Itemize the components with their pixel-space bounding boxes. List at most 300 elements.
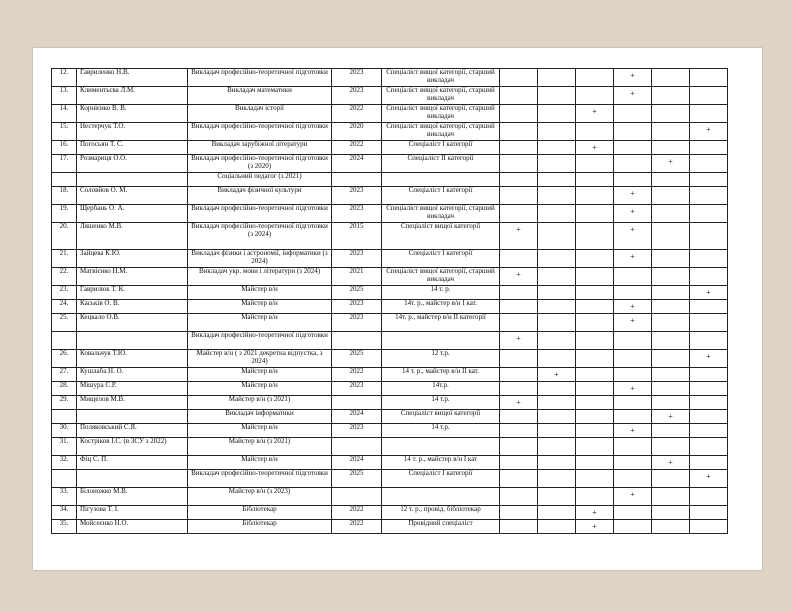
certification-year: 2024 (332, 456, 382, 470)
table-row (52, 314, 728, 332)
category: 14 т. р., майстер в/н ІІ кат. (382, 368, 500, 382)
position: Майстер в/н (з 2021) (188, 438, 332, 456)
mark-cell (690, 506, 728, 520)
mark-cell (500, 268, 538, 286)
certification-year: 2024 (332, 155, 382, 173)
mark-cell (576, 438, 614, 456)
table-row (52, 141, 728, 155)
category: Спеціаліст вищої категорії (382, 410, 500, 424)
staff-name: Ковальчук Т.Ю. (77, 350, 188, 368)
staff-name: Гаврилюк Т. К. (77, 286, 188, 300)
row-number: 29. (52, 396, 77, 410)
row-number: 34. (52, 506, 77, 520)
mark: + (706, 352, 711, 361)
certification-year: 2023 (332, 187, 382, 205)
staff-name: Пігузова Т. І. (77, 506, 188, 520)
mark-cell (614, 286, 652, 300)
mark-cell (576, 332, 614, 350)
mark-cell (614, 205, 652, 223)
mark: + (630, 426, 635, 435)
mark-cell (500, 350, 538, 368)
mark-cell (576, 155, 614, 173)
mark-cell (652, 520, 690, 534)
mark-cell (614, 250, 652, 268)
mark-cell (652, 382, 690, 396)
staff-name (77, 173, 188, 187)
position: Викладач історії (188, 105, 332, 123)
mark-cell (576, 368, 614, 382)
staff-name: Зайцева К.Ю. (77, 250, 188, 268)
mark-cell (538, 382, 576, 396)
row-number: 28. (52, 382, 77, 396)
mark: + (516, 270, 521, 279)
mark: + (516, 334, 521, 343)
mark-cell (614, 410, 652, 424)
row-number: 25. (52, 314, 77, 332)
mark-cell (538, 105, 576, 123)
certification-year: 2025 (332, 470, 382, 488)
mark-cell (538, 123, 576, 141)
mark-cell (690, 123, 728, 141)
mark-cell (614, 506, 652, 520)
category: 14 т.р. (382, 396, 500, 410)
position: Викладач математики (188, 87, 332, 105)
table-row (52, 286, 728, 300)
row-number: 30. (52, 424, 77, 438)
mark-cell (690, 520, 728, 534)
mark-cell (538, 520, 576, 534)
mark: + (630, 490, 635, 499)
mark-cell (614, 155, 652, 173)
mark-cell (538, 424, 576, 438)
mark-cell (500, 470, 538, 488)
mark-cell (576, 300, 614, 314)
position: Майстер в/н (188, 382, 332, 396)
category: Спеціаліст вищої категорії, старший викладач (382, 123, 500, 141)
mark-cell (690, 396, 728, 410)
certification-year: 2023 (332, 250, 382, 268)
mark-cell (690, 173, 728, 187)
row-number: 19. (52, 205, 77, 223)
certification-year: 2024 (332, 410, 382, 424)
mark-cell (576, 69, 614, 87)
mark-cell (538, 456, 576, 470)
position: Майстер в/н (188, 456, 332, 470)
position: Викладач професійно-теоретичної підготовки (188, 470, 332, 488)
mark-cell (500, 105, 538, 123)
mark-cell (500, 250, 538, 268)
mark-cell (576, 506, 614, 520)
mark-cell (614, 141, 652, 155)
mark-cell (538, 300, 576, 314)
mark-cell (652, 332, 690, 350)
mark-cell (652, 286, 690, 300)
mark-cell (614, 488, 652, 506)
category: Спеціаліст вищої категорії, старший викладач (382, 105, 500, 123)
staff-name: Соловйов О. М. (77, 187, 188, 205)
staff-name: Поляковський С.Я. (77, 424, 188, 438)
mark: + (554, 370, 559, 379)
table-row (52, 105, 728, 123)
mark: + (630, 207, 635, 216)
staff-name: Щербань О. А. (77, 205, 188, 223)
mark-cell (500, 155, 538, 173)
staff-name: Мищелов М.В. (77, 396, 188, 410)
certification-year (332, 173, 382, 187)
certification-year: 2023 (332, 69, 382, 87)
mark-cell (576, 87, 614, 105)
certification-year (332, 332, 382, 350)
category (382, 173, 500, 187)
staff-name: Кострiков І.С. (в ЗСУ з 2022) (77, 438, 188, 456)
position: Викладач професійно-теоретичної підготовки (188, 205, 332, 223)
mark-cell (500, 286, 538, 300)
category: 14т. р., майстер в/н І кат. (382, 300, 500, 314)
mark-cell (690, 368, 728, 382)
mark-cell (614, 438, 652, 456)
mark-cell (576, 173, 614, 187)
mark-cell (652, 488, 690, 506)
staff-name: Гавриленко Н.В. (77, 69, 188, 87)
mark-cell (538, 488, 576, 506)
mark-cell (690, 332, 728, 350)
mark-cell (690, 268, 728, 286)
staff-name: Каськів О. В. (77, 300, 188, 314)
position: Викладач професійно-теоретичної підготовки (188, 69, 332, 87)
staff-name: Ляшенко М.В. (77, 223, 188, 250)
mark-cell (614, 123, 652, 141)
position: Викладач професійно-теоретичної підготовки (188, 123, 332, 141)
table-row (52, 173, 728, 187)
mark-cell (690, 382, 728, 396)
table-row (52, 382, 728, 396)
table-row (52, 350, 728, 368)
document-sheet (33, 48, 762, 570)
table-row (52, 424, 728, 438)
category: Спеціаліст вищої категорії, старший викладач (382, 205, 500, 223)
mark: + (630, 71, 635, 80)
mark-cell (652, 396, 690, 410)
row-number: 31. (52, 438, 77, 456)
category: 14т. р., майстер в/н ІІ категорії (382, 314, 500, 332)
row-number: 23. (52, 286, 77, 300)
mark-cell (500, 488, 538, 506)
certification-year: 2022 (332, 105, 382, 123)
row-number: 16. (52, 141, 77, 155)
mark-cell (652, 205, 690, 223)
table-row (52, 368, 728, 382)
mark-cell (576, 123, 614, 141)
mark-cell (576, 470, 614, 488)
mark-cell (690, 350, 728, 368)
mark-cell (614, 350, 652, 368)
mark: + (630, 189, 635, 198)
staff-name (77, 410, 188, 424)
mark-cell (500, 424, 538, 438)
mark-cell (500, 332, 538, 350)
mark-cell (690, 141, 728, 155)
staff-name: Корнієнко В. В. (77, 105, 188, 123)
mark-cell (538, 438, 576, 456)
mark-cell (614, 223, 652, 250)
position: Викладач фізичної культури (188, 187, 332, 205)
row-number (52, 173, 77, 187)
mark: + (516, 225, 521, 234)
certification-year: 2023 (332, 300, 382, 314)
mark-cell (500, 87, 538, 105)
staff-name (77, 332, 188, 350)
mark-cell (614, 520, 652, 534)
position: Майстер в/н (з 2023) (188, 488, 332, 506)
row-number: 26. (52, 350, 77, 368)
mark-cell (576, 205, 614, 223)
position: Майстер в/н (188, 314, 332, 332)
category (382, 488, 500, 506)
mark-cell (538, 396, 576, 410)
mark-cell (538, 286, 576, 300)
category: Спеціаліст вищої категорії, старший викладач (382, 87, 500, 105)
mark-cell (614, 187, 652, 205)
mark: + (630, 252, 635, 261)
certification-year (332, 396, 382, 410)
mark-cell (500, 173, 538, 187)
mark-cell (652, 105, 690, 123)
mark-cell (690, 187, 728, 205)
certification-year: 2025 (332, 286, 382, 300)
row-number: 32. (52, 456, 77, 470)
mark: + (668, 412, 673, 421)
certification-year: 2022 (332, 520, 382, 534)
staff-name: Климентьєва Л.М. (77, 87, 188, 105)
staff-name: Мішура С.Р. (77, 382, 188, 396)
certification-year (332, 488, 382, 506)
mark-cell (652, 268, 690, 286)
certification-year: 2020 (332, 123, 382, 141)
mark: + (592, 143, 597, 152)
mark-cell (576, 105, 614, 123)
certification-year: 2022 (332, 506, 382, 520)
row-number: 24. (52, 300, 77, 314)
mark-cell (652, 250, 690, 268)
row-number: 13. (52, 87, 77, 105)
mark-cell (690, 314, 728, 332)
staff-name: Білоножко М.В. (77, 488, 188, 506)
row-number (52, 470, 77, 488)
position: Викладач інформатики (188, 410, 332, 424)
row-number: 14. (52, 105, 77, 123)
table-row (52, 223, 728, 250)
category: Спеціаліст І категорії (382, 470, 500, 488)
mark-cell (614, 314, 652, 332)
mark-cell (576, 424, 614, 438)
category: Спеціаліст І категорії (382, 250, 500, 268)
mark: + (630, 225, 635, 234)
mark-cell (576, 396, 614, 410)
mark-cell (500, 141, 538, 155)
mark-cell (538, 173, 576, 187)
mark-cell (576, 382, 614, 396)
category: 14т.р. (382, 382, 500, 396)
staff-table (51, 68, 728, 534)
mark-cell (576, 223, 614, 250)
mark-cell (538, 268, 576, 286)
mark-cell (690, 410, 728, 424)
mark-cell (652, 300, 690, 314)
position: Викладач фізики і астрономії, інформатики (з 2024) (188, 250, 332, 268)
mark-cell (652, 173, 690, 187)
mark-cell (652, 368, 690, 382)
row-number: 27. (52, 368, 77, 382)
mark-cell (538, 205, 576, 223)
mark-cell (538, 350, 576, 368)
mark-cell (690, 470, 728, 488)
mark-cell (614, 87, 652, 105)
category: Спеціаліст вищої категорії, старший викладач (382, 69, 500, 87)
mark-cell (576, 410, 614, 424)
category: Спеціаліст ІІ категорії (382, 155, 500, 173)
mark-cell (614, 332, 652, 350)
position: Викладач професійно-теоретичної підготовки (з 2024) (188, 223, 332, 250)
mark-cell (690, 488, 728, 506)
table-row (52, 268, 728, 286)
position: Бібліотекар (188, 506, 332, 520)
mark-cell (538, 87, 576, 105)
mark: + (668, 157, 673, 166)
staff-name: Кушлаба Н. О. (77, 368, 188, 382)
mark-cell (652, 69, 690, 87)
mark-cell (690, 87, 728, 105)
mark-cell (690, 155, 728, 173)
table-row (52, 187, 728, 205)
staff-name (77, 470, 188, 488)
table-row (52, 520, 728, 534)
mark-cell (614, 173, 652, 187)
mark-cell (500, 314, 538, 332)
mark: + (706, 125, 711, 134)
mark-cell (690, 300, 728, 314)
mark-cell (690, 250, 728, 268)
mark: + (592, 508, 597, 517)
row-number: 35. (52, 520, 77, 534)
mark-cell (538, 332, 576, 350)
mark-cell (652, 314, 690, 332)
mark-cell (500, 396, 538, 410)
mark-cell (538, 69, 576, 87)
table-row (52, 488, 728, 506)
category (382, 332, 500, 350)
mark-cell (614, 396, 652, 410)
mark-cell (538, 410, 576, 424)
mark-cell (500, 368, 538, 382)
mark-cell (576, 456, 614, 470)
mark-cell (652, 438, 690, 456)
mark-cell (690, 438, 728, 456)
mark-cell (576, 314, 614, 332)
mark-cell (652, 506, 690, 520)
mark-cell (652, 456, 690, 470)
mark-cell (500, 123, 538, 141)
certification-year: 2015 (332, 223, 382, 250)
mark-cell (500, 506, 538, 520)
table-row (52, 456, 728, 470)
table-row (52, 396, 728, 410)
category: 14 т. р., майстер в/н І кат (382, 456, 500, 470)
category: 12 т.р. (382, 350, 500, 368)
staff-name: Фіц С. П. (77, 456, 188, 470)
mark-cell (652, 187, 690, 205)
row-number: 22. (52, 268, 77, 286)
table-row (52, 87, 728, 105)
mark: + (706, 472, 711, 481)
row-number: 20. (52, 223, 77, 250)
staff-name: Мойсеєнко Н.О. (77, 520, 188, 534)
staff-name: Матвієнко Н.М. (77, 268, 188, 286)
category: 14 т. р. (382, 286, 500, 300)
category: Спеціаліст І категорії (382, 141, 500, 155)
certification-year: 2025 (332, 350, 382, 368)
position: Викладач укр. мови і літератури (з 2024) (188, 268, 332, 286)
mark-cell (652, 410, 690, 424)
mark-cell (614, 382, 652, 396)
table-row (52, 438, 728, 456)
category: Спеціаліст вищої категорії (382, 223, 500, 250)
table-row (52, 250, 728, 268)
mark-cell (652, 123, 690, 141)
position: Майстер в/н (188, 368, 332, 382)
table-row (52, 506, 728, 520)
mark-cell (538, 470, 576, 488)
mark-cell (538, 368, 576, 382)
row-number: 17. (52, 155, 77, 173)
mark-cell (538, 187, 576, 205)
mark-cell (690, 286, 728, 300)
position: Майстер в/н ( з 2021 декретна відпустка, з 2024) (188, 350, 332, 368)
mark-cell (614, 470, 652, 488)
mark-cell (538, 250, 576, 268)
category: 12 т. р., провід. бібліотекар (382, 506, 500, 520)
mark-cell (500, 300, 538, 314)
position: Майстер в/н (з 2021) (188, 396, 332, 410)
mark-cell (690, 69, 728, 87)
mark-cell (652, 87, 690, 105)
mark-cell (690, 205, 728, 223)
mark: + (592, 522, 597, 531)
staff-name: Кецкало О.В. (77, 314, 188, 332)
row-number: 12. (52, 69, 77, 87)
mark-cell (614, 300, 652, 314)
mark-cell (538, 141, 576, 155)
mark-cell (652, 470, 690, 488)
position: Майстер в/н (188, 300, 332, 314)
table-row (52, 410, 728, 424)
mark-cell (690, 456, 728, 470)
mark-cell (500, 382, 538, 396)
position: Бібліотекар (188, 520, 332, 534)
certification-year: 2023 (332, 382, 382, 396)
mark-cell (500, 205, 538, 223)
mark-cell (500, 69, 538, 87)
mark-cell (690, 424, 728, 438)
certification-year: 2023 (332, 87, 382, 105)
mark-cell (500, 410, 538, 424)
mark-cell (652, 155, 690, 173)
mark-cell (652, 223, 690, 250)
mark-cell (614, 69, 652, 87)
table-row (52, 332, 728, 350)
position: Викладач професійно-теоретичної підготовки (з 2020) (188, 155, 332, 173)
mark: + (630, 316, 635, 325)
position: Соціальний педагог (з 2021) (188, 173, 332, 187)
